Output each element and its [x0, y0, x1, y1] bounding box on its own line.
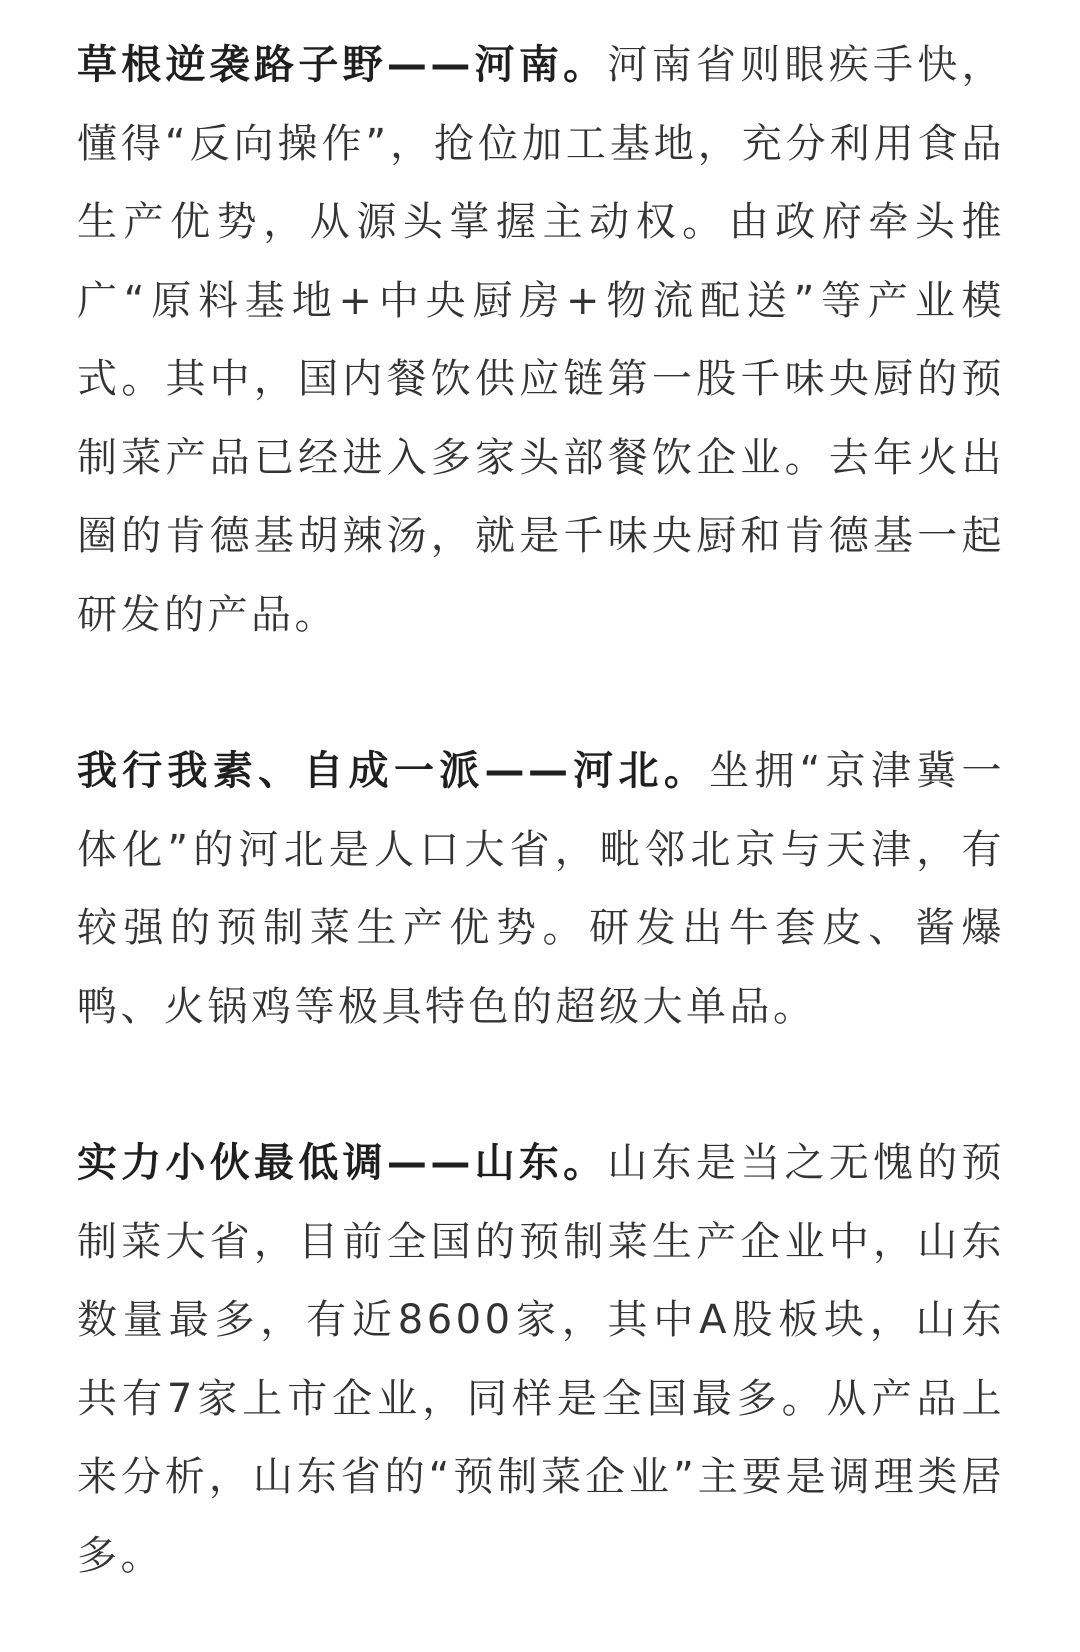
section-body: 坐拥“京津冀一体化”的河北是人口大省，毗邻北京与天津，有较强的预制菜生产优势。研发出牛套皮、酱爆鸭、火锅鸡等极具特色的超级大单品。: [77, 748, 1005, 1030]
section-heading: 草根逆袭路子野——河南。: [77, 42, 608, 88]
section-body: 河南省则眼疾手快，懂得“反向操作”，抢位加工基地，充分利用食品生产优势，从源头掌握主动权。由政府牵头推广“原料基地+中央厨房+物流配送”等产业模式。其中，国内餐饮供应链第一股千味央厨的预制菜产品已经进入多家头部餐饮企业。去年火出圈的肯德基胡辣汤，就是千味央厨和肯德基一起研发的产品。: [77, 42, 1006, 638]
section-heading: 我行我素、自成一派——河北。: [77, 748, 710, 794]
section-body: 山东是当之无愧的预制菜大省，目前全国的预制菜生产企业中，山东数量最多，有近8600家，其中A股板块，山东共有7家上市企业，同样是全国最多。从产品上来分析，山东省的“预制菜企业”主要是调理类居多。: [77, 1140, 1006, 1579]
section-shandong: [77, 1124, 1005, 1595]
section-heading: 实力小伙最低调——山东。: [77, 1140, 608, 1186]
section-hebei: [77, 732, 1005, 1046]
section-henan: [77, 26, 1005, 654]
